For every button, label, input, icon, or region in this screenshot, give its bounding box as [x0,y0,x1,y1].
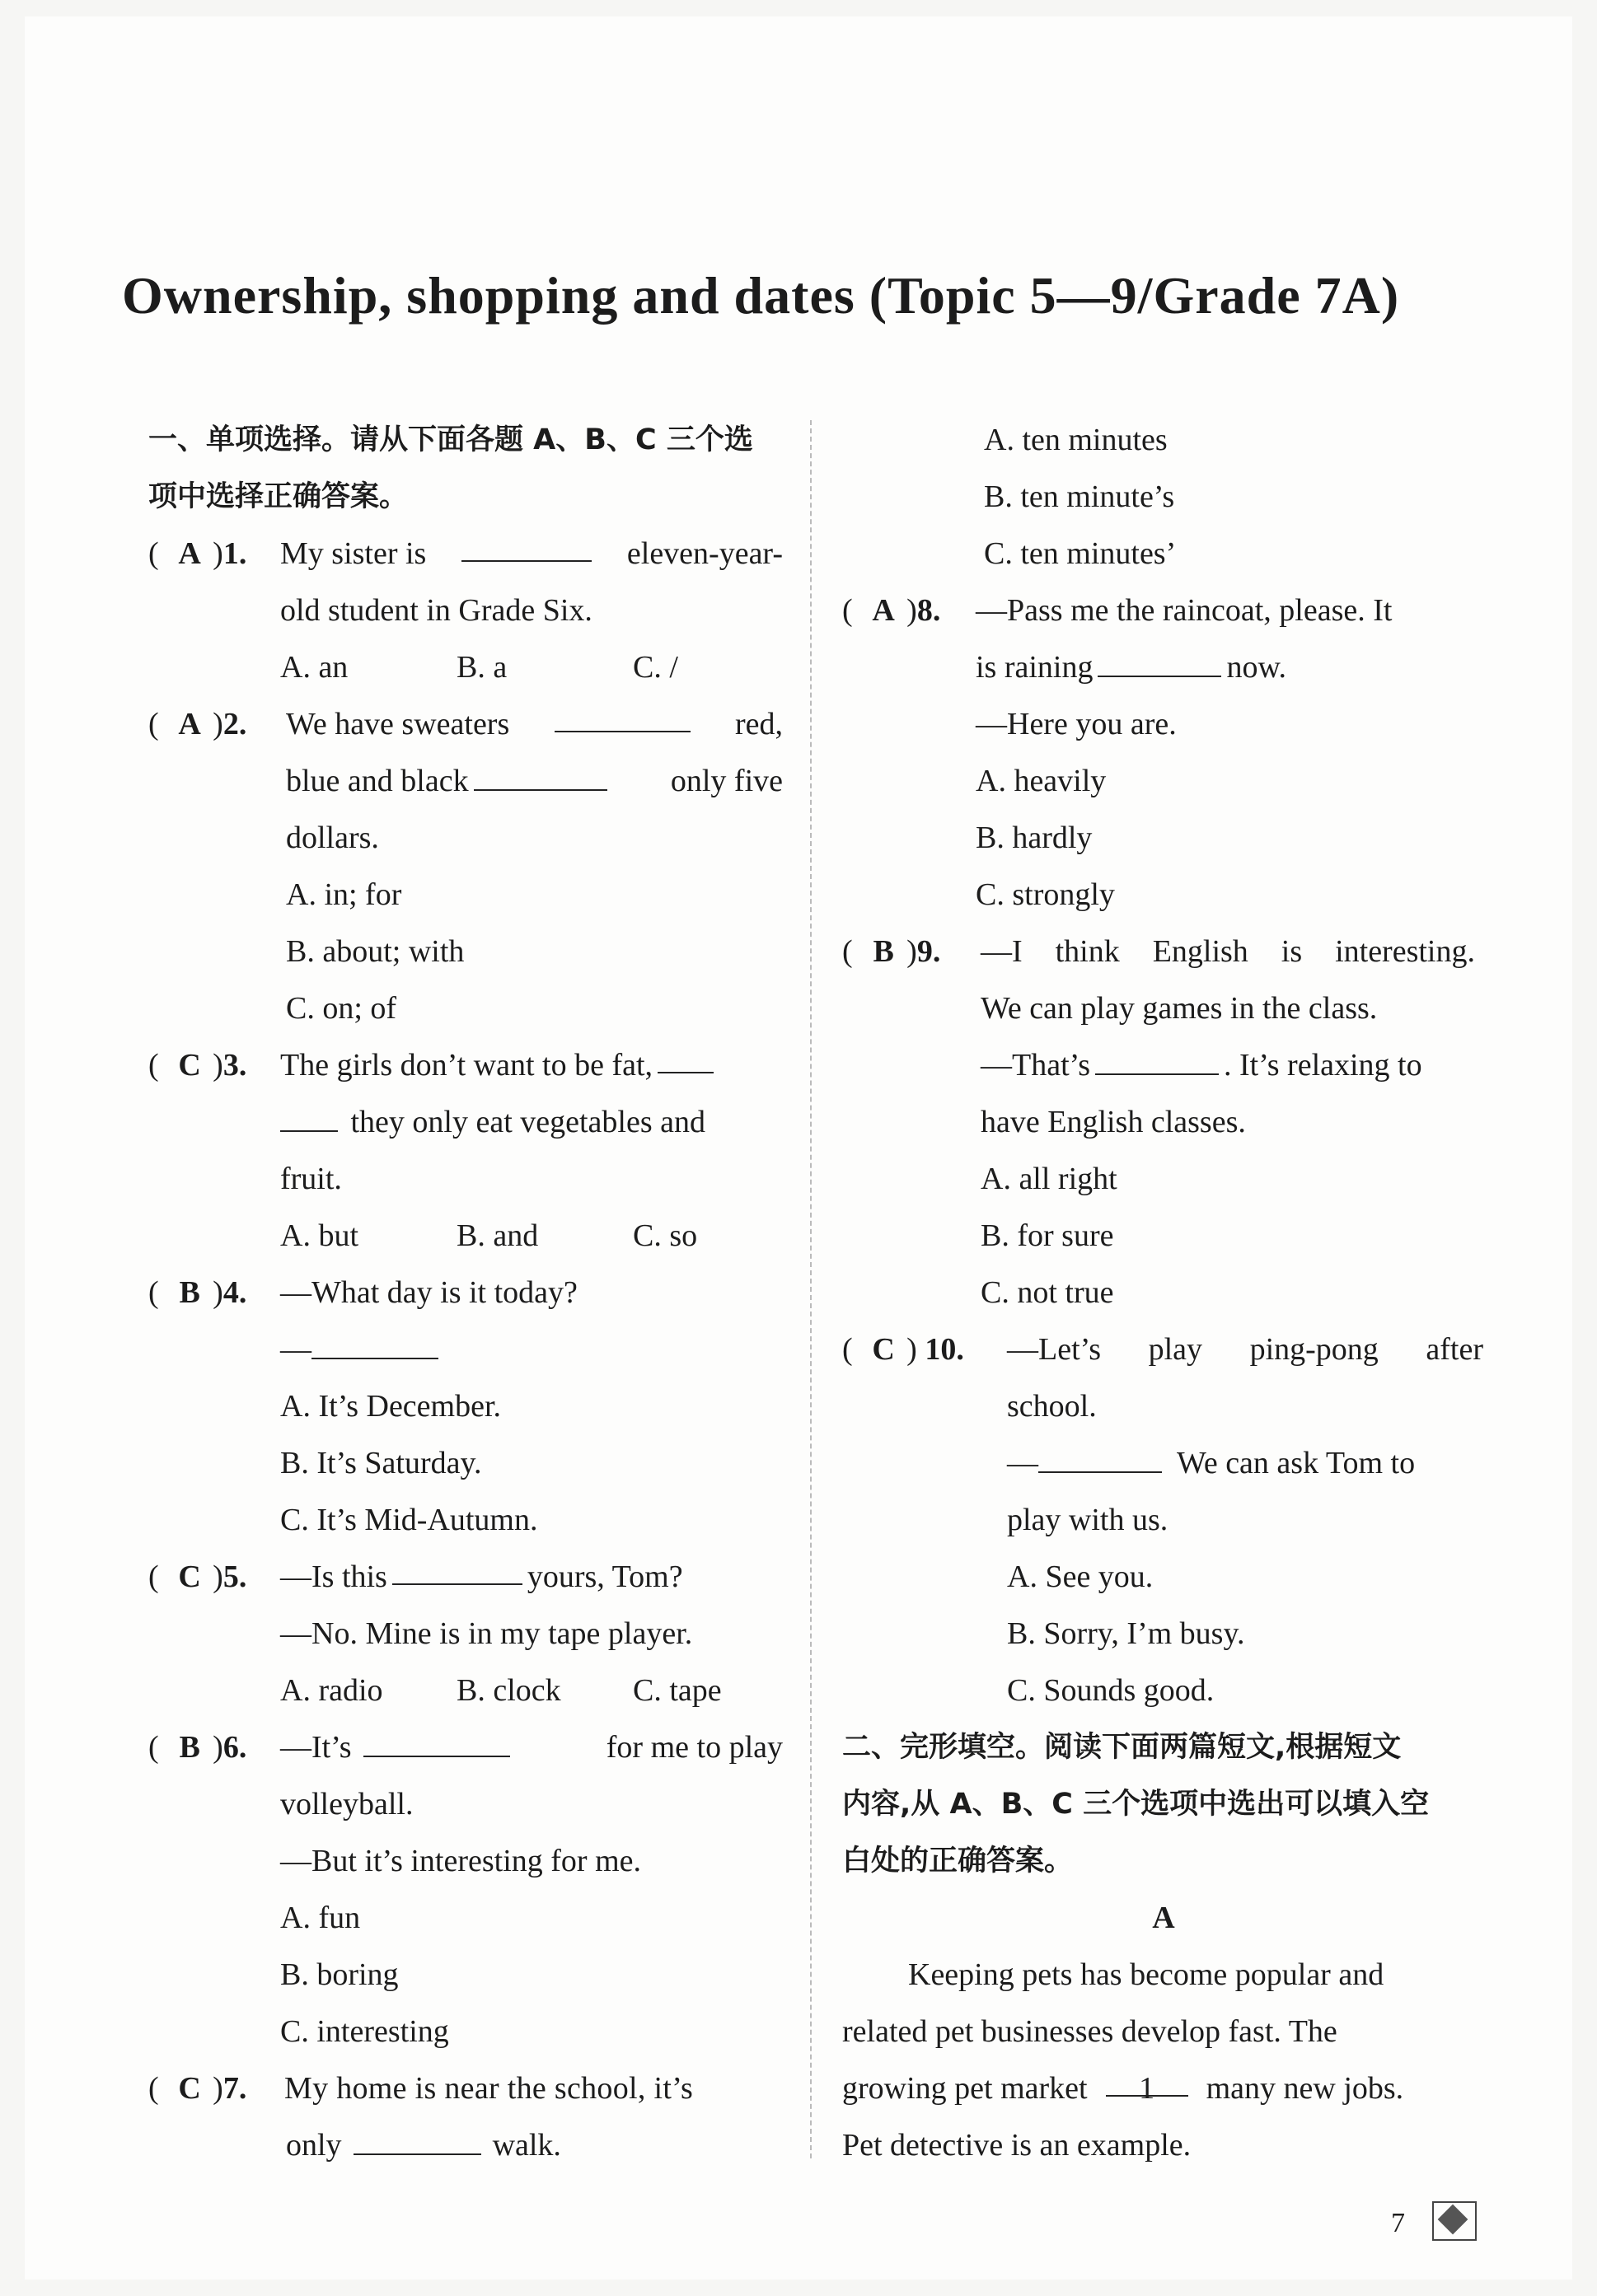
question-text: is raining now. [842,639,1485,696]
option-a: A. fun [280,1901,361,1935]
question-text: —No. Mine is in my tape player. [280,1616,693,1651]
option-a: A. ten minutes [984,423,1168,457]
answer-5: C [178,1560,201,1594]
option-b: B. boring [280,1957,399,1992]
question-text: school. [1007,1389,1097,1424]
option-a: A. all right [981,1162,1117,1196]
question-text: —Here you are. [976,707,1177,741]
options: A. but B. and C. so [280,1218,698,1253]
answer-7: C [178,2071,201,2106]
question-text: old student in Grade Six. [280,593,592,628]
option-c: C. It’s Mid-Autumn. [280,1503,538,1537]
question-2: ( A )2. We have sweaters red, [148,696,783,753]
option-c: C. ten minutes’ [984,536,1177,571]
passage-line: related pet businesses develop fast. The [842,2014,1337,2049]
answer-6: B [179,1730,200,1765]
answer-4: B [179,1275,200,1310]
blank [555,696,691,732]
section1-heading: 一、单项选择。请从下面各题 A、B、C 三个选 [148,423,753,456]
section2-heading-cont: 内容,从 A、B、C 三个选项中选出可以填入空 [842,1788,1430,1821]
passage-line: Pet detective is an example. [842,2128,1192,2163]
question-text: We can play games in the class. [981,991,1378,1026]
option-a: A. in; for [286,877,402,912]
blank [461,526,592,562]
left-column [148,412,783,2174]
question-text: blue and black only five [148,753,783,810]
question-6: ( B )6. —It’s for me to play [148,1719,783,1776]
option-c: C. interesting [280,2014,449,2049]
question-5: ( C )5. —Is this yours, Tom? [148,1549,783,1606]
page-title: Ownership, shopping and dates (Topic 5—9/Grade 7A) [122,266,1400,325]
option-c: C. on; of [286,991,397,1026]
option-b: B. ten minute’s [984,479,1175,514]
options: A. an B. a C. / [280,650,678,685]
question-text: dollars. [286,821,379,855]
question-3: ( C )3. The girls don’t want to be fat, [148,1037,783,1094]
answer-9: B [873,934,894,969]
question-text: — [148,1321,783,1378]
question-text: have English classes. [981,1105,1246,1139]
question-text: only walk. [148,2117,783,2174]
option-b: B. about; with [286,934,465,969]
page-number: 7 [1391,2208,1405,2238]
question-text: volleyball. [280,1787,414,1821]
question-text: —That’s . It’s relaxing to [842,1037,1485,1094]
option-b: B. hardly [976,821,1093,855]
section2-heading-cont: 白处的正确答案。 [842,1845,1074,1877]
passage-label: A [1152,1901,1175,1935]
option-c: C. Sounds good. [1007,1673,1215,1708]
section1-heading-cont: 项中选择正确答案。 [148,480,409,513]
column-divider [810,420,812,2158]
question-7: ( C )7. My home is near the school, it’s [148,2060,783,2117]
question-text: they only eat vegetables and [148,1094,783,1151]
question-4: ( B )4. —What day is it today? [148,1265,783,1321]
section2-heading: 二、完形填空。阅读下面两篇短文,根据短文 [842,1731,1402,1764]
question-10: ( C ) 10. —Let’s play ping-pong after [842,1321,1485,1378]
question-text: —But it’s interesting for me. [280,1844,642,1878]
option-b: B. Sorry, I’m busy. [1007,1616,1245,1651]
question-text: — We can ask Tom to [842,1435,1485,1492]
options: A. radio B. clock C. tape [280,1673,722,1708]
option-b: B. It’s Saturday. [280,1446,482,1480]
answer-8: A [872,593,895,628]
blank-1: 1 [1106,2060,1188,2097]
question-8: ( A )8. —Pass me the raincoat, please. It [842,582,1485,639]
passage-line: Keeping pets has become popular and [908,1957,1384,1992]
option-c: C. not true [981,1275,1114,1310]
right-column [842,412,1485,2174]
option-c: C. strongly [976,877,1115,912]
answer-3: C [178,1048,201,1083]
answer-10: C [872,1332,895,1367]
question-1: ( A )1. My sister is eleven-year- [148,526,783,582]
answer-1: A [178,536,201,571]
question-text: fruit. [280,1162,342,1196]
option-b: B. for sure [981,1218,1114,1253]
option-a: A. It’s December. [280,1389,502,1424]
answer-2: A [178,707,201,741]
passage-line: growing pet market 1 many new jobs. [842,2060,1485,2117]
option-a: A. See you. [1007,1560,1154,1594]
diamond-icon [1432,2201,1477,2241]
question-text: play with us. [1007,1503,1168,1537]
question-9: ( B )9. —I think English is interesting. [842,924,1485,980]
option-a: A. heavily [976,764,1107,798]
